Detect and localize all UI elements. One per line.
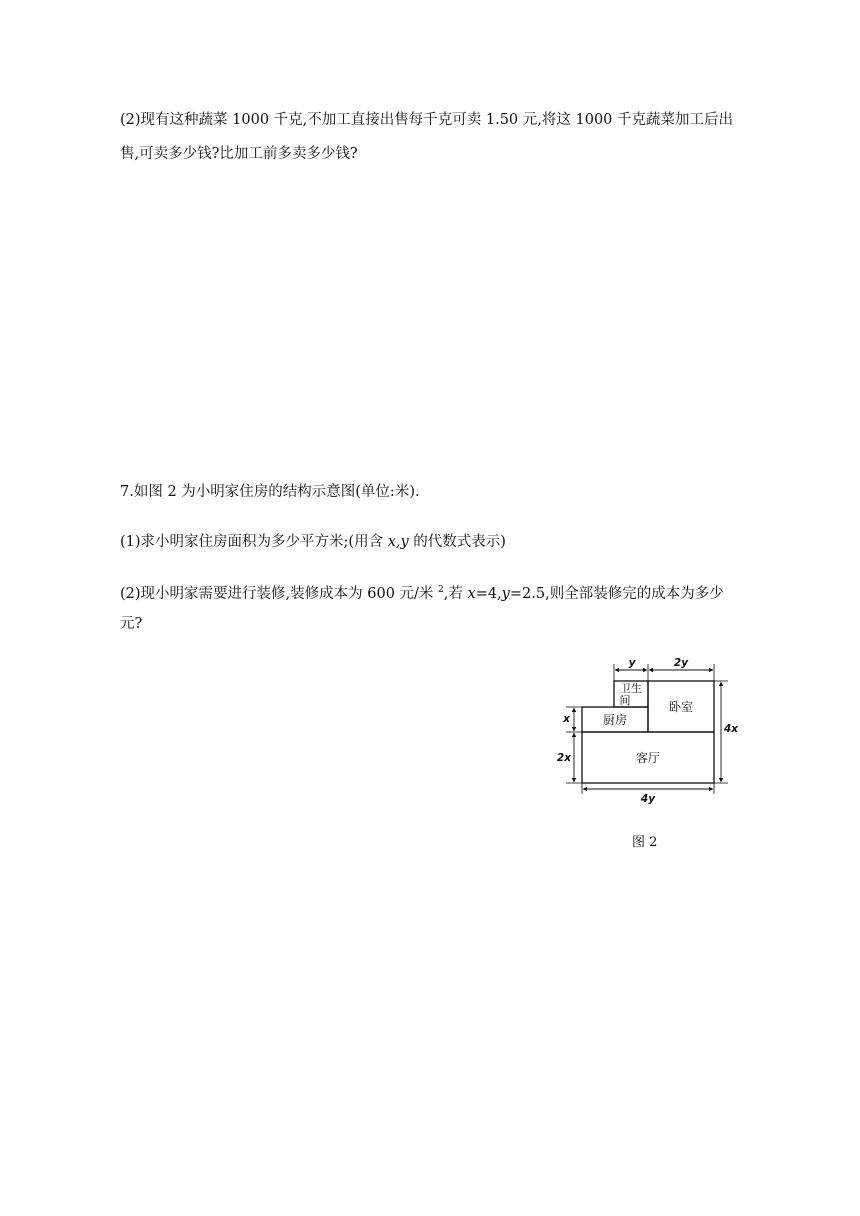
- q7-part2-y: y: [501, 586, 510, 602]
- bedroom-label: 卧室: [668, 700, 694, 714]
- dimension-label-2y: 2y: [673, 657, 689, 669]
- dimension-label-y: y: [628, 657, 636, 669]
- floor-plan-figure: [556, 654, 746, 814]
- q7-part2-text-a: (2)现小明家需要进行装修,装修成本为 600 元/米: [120, 586, 439, 602]
- dimension-label-2x: 2x: [556, 752, 571, 764]
- figure-caption: 图 2: [632, 835, 658, 850]
- q6-part2-line1: (2)现有这种蔬菜 1000 千克,不加工直接出售每千克可卖 1.50 元,将这 1000 千克蔬菜加工后出: [120, 112, 733, 128]
- kitchen-label: 厨房: [602, 713, 628, 727]
- q7-part2-superscript: 2: [438, 585, 444, 595]
- q7-part2: [120, 580, 724, 604]
- q7-part2-text-b: ,若: [443, 586, 468, 602]
- q7-stem: 7.如图 2 为小明家住房的结构示意图(单位:米).: [120, 484, 420, 500]
- bathroom-label-line1: 卫生: [620, 682, 642, 695]
- dimension-label-x: x: [563, 713, 570, 725]
- living-room-label: 客厅: [635, 751, 661, 765]
- bathroom-label-line2: 间: [619, 694, 631, 707]
- q7-part2-x: x: [467, 586, 476, 602]
- dimension-label-4y: 4y: [640, 793, 656, 805]
- q7-part2-text-c: =4,: [475, 586, 502, 602]
- q7-part1: [120, 532, 506, 552]
- q7-part1-variables: x,y: [387, 534, 409, 550]
- q7-part2-line2: 元?: [120, 616, 143, 632]
- dimension-label-4x: 4x: [724, 723, 739, 735]
- q7-part1-text-b: 的代数式表示): [408, 534, 506, 550]
- q7-part1-text-a: (1)求小明家住房面积为多少平方米;(用含: [120, 534, 388, 550]
- q6-part2-line2: 售,可卖多少钱?比加工前多卖多少钱?: [120, 146, 358, 162]
- q7-part2-text-d: =2.5,则全部装修完的成本为多少: [509, 586, 724, 602]
